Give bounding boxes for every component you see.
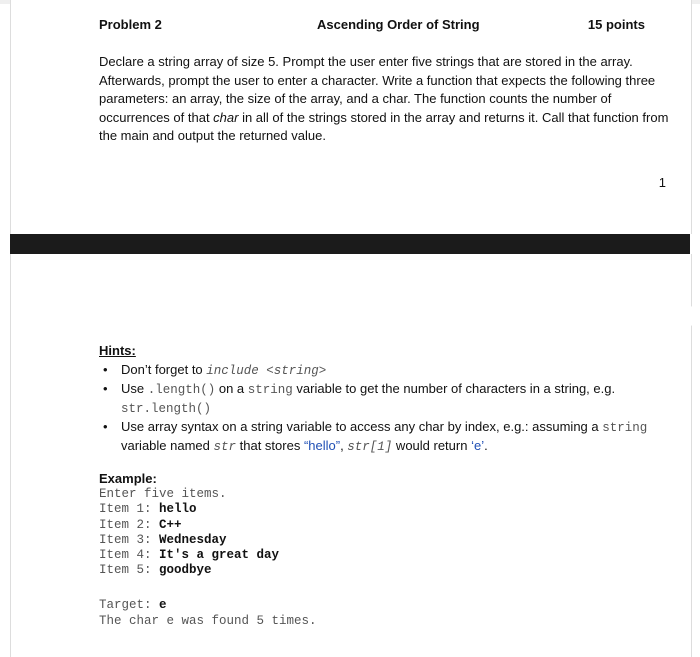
example-item-value: It's a great day	[159, 548, 280, 563]
example-item-label: Item 1:	[99, 502, 160, 517]
bullet-icon: •	[103, 381, 108, 396]
example-prompt: Enter five items.	[99, 487, 227, 501]
problem-label: Problem 2	[99, 17, 162, 32]
document-page-1	[10, 0, 692, 234]
example-item-label: Item 3:	[99, 532, 160, 547]
page-number: 1	[658, 175, 666, 190]
hint-text: .	[484, 438, 488, 453]
example-item-label: Item 5:	[99, 563, 160, 578]
hints-title: Hints:	[99, 343, 136, 358]
hint-text: variable named	[121, 438, 214, 453]
example-result	[99, 597, 317, 629]
example-item-value: Wednesday	[159, 532, 227, 547]
example-output	[99, 487, 279, 579]
example-item-value: C++	[159, 517, 182, 532]
page-edge-mark	[687, 306, 697, 326]
hint-code: string	[602, 421, 648, 435]
example-item-label: Item 4:	[99, 548, 160, 563]
page-separator	[10, 234, 690, 254]
description-emphasis-char: char	[213, 109, 239, 125]
hint-code: str	[213, 440, 237, 454]
hint-text: variable to get the number of characters in a string, e.g.	[292, 381, 616, 396]
bullet-icon: •	[103, 362, 108, 377]
hint-code: .length()	[147, 383, 216, 397]
hint-quote: “hello”	[303, 438, 341, 453]
hint-text: Use array syntax on a string variable to access any char by index, e.g.: assuming a	[121, 419, 603, 434]
hint-text: Use	[121, 381, 148, 396]
problem-header	[99, 17, 645, 37]
hint-text: ,	[340, 438, 348, 453]
hint-item	[99, 361, 679, 380]
hint-code: include <string>	[206, 364, 327, 378]
hint-code: str[1]	[347, 440, 393, 454]
hint-item	[99, 418, 679, 456]
example-item-value: goodbye	[159, 563, 212, 578]
hint-text: that stores	[236, 438, 304, 453]
result-line: The char e was found 5 times.	[99, 614, 317, 628]
example-title: Example:	[99, 471, 157, 486]
hint-quote: ‘e’	[471, 438, 485, 453]
description-text-2: in all of the strings stored in the array and returns it. Call that function from the main and output the returned value.	[99, 109, 669, 144]
hint-text: on a	[215, 381, 248, 396]
hint-text: would return	[392, 438, 472, 453]
problem-description	[99, 53, 679, 146]
target-value: e	[159, 598, 167, 612]
document-page-2	[10, 254, 692, 657]
bullet-icon: •	[103, 419, 108, 434]
hint-code: str.length()	[121, 402, 212, 416]
example-item-label: Item 2:	[99, 517, 160, 532]
description-text-1: Declare a string array of size 5. Prompt the user enter five strings that are stored in the array. Afterwards, prompt the user to enter a character. Write a function that expects the following three parameters: an array, the size of the array, and a char. The function counts the number of occurrences of that	[99, 54, 656, 125]
hint-code: string	[247, 383, 293, 397]
example-item-value: hello	[159, 502, 197, 517]
hint-text: Don’t forget to	[121, 362, 207, 377]
hint-item	[99, 380, 679, 418]
target-label: Target:	[99, 598, 160, 612]
hints-list	[99, 361, 679, 456]
problem-title: Ascending Order of String	[317, 17, 480, 32]
problem-points: 15 points	[587, 17, 645, 32]
